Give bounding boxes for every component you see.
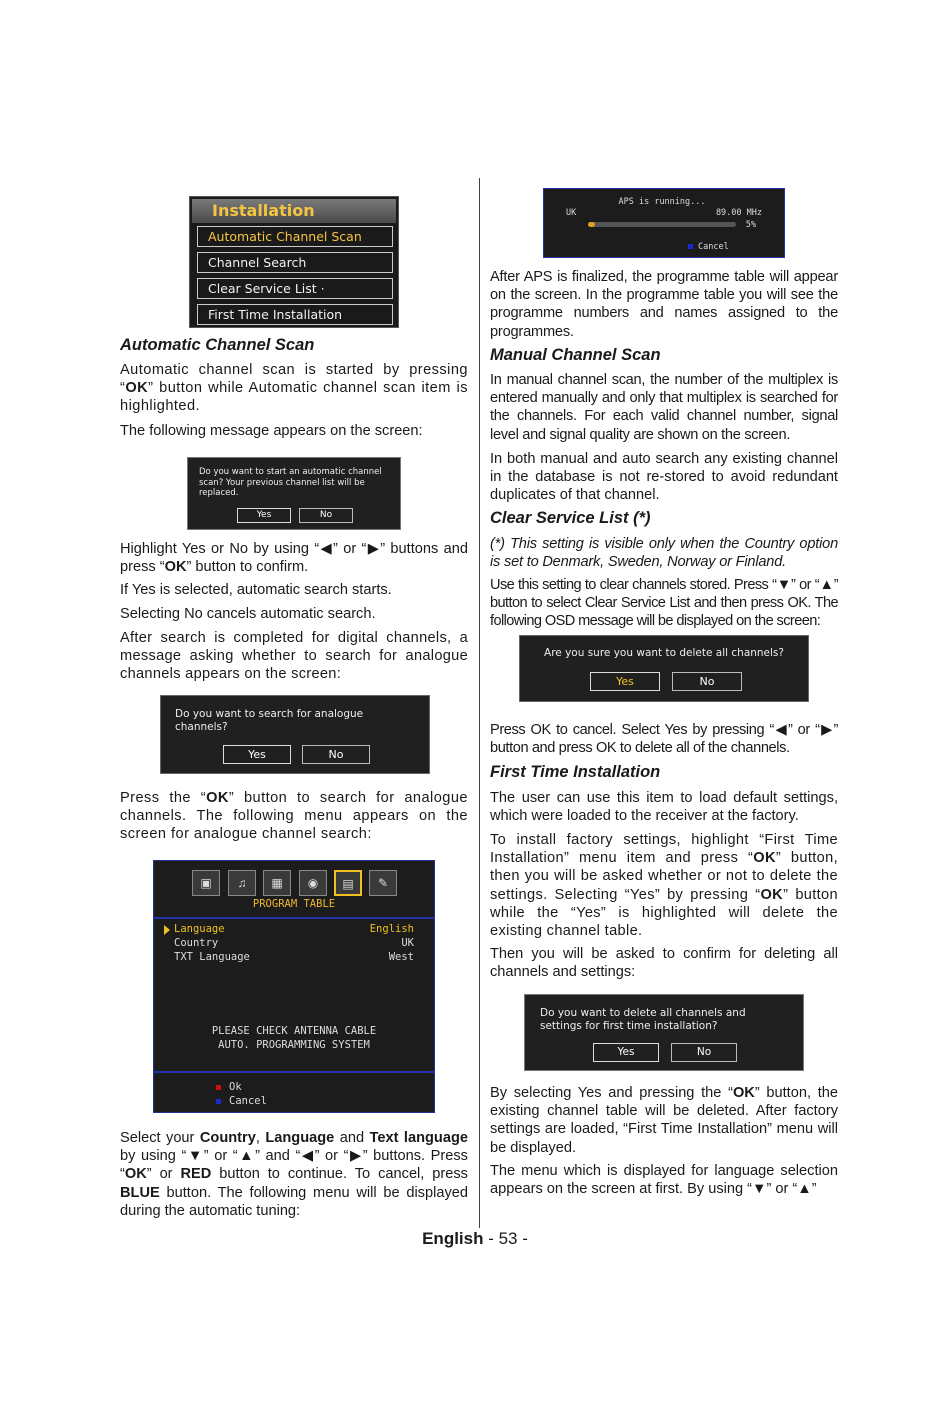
paragraph-fti-defaults: The user can use this item to load default settings, which were loaded to the receiver at the factory. xyxy=(490,790,838,825)
paragraph-press-ok-cancel: Press OK to cancel. Select Yes by pressing “◀” or “▶” button and press OK to delete all of the channels. xyxy=(490,722,839,757)
heading-automatic-channel-scan: Automatic Channel Scan xyxy=(120,336,315,354)
aps-running-screenshot xyxy=(543,188,785,258)
paragraph-after-search: After search is completed for digital channels, a message asking whether to search for analogue channels appears on the screen: xyxy=(120,630,468,683)
setting-label: TXT Language xyxy=(174,951,250,963)
legend-cancel[interactable]: Cancel xyxy=(216,1095,267,1107)
paragraph-press-ok-analogue: Press the “OK” button to search for analogue channels. The following menu appears on the screen for analogue channel search: xyxy=(120,790,468,843)
up-arrow-icon: ▲ xyxy=(819,577,834,593)
no-button[interactable]: No xyxy=(302,745,370,764)
paragraph-manual-scan: In manual channel scan, the number of the multiplex is entered manually and only that multiplex is searched for the channels. For each valid channel number, signal level and signal quality are shown on the screen. xyxy=(490,372,838,443)
program-table-icon[interactable]: ▤ xyxy=(334,870,362,896)
aps-frequency: 89.00 MHz xyxy=(715,208,762,218)
aps-title: APS is running... xyxy=(618,197,706,207)
installation-menu-title: Installation xyxy=(192,199,396,223)
paragraph-selecting-no: Selecting No cancels automatic search. xyxy=(120,606,376,622)
picture-icon[interactable]: ▣ xyxy=(192,870,220,896)
no-button[interactable]: No xyxy=(299,508,353,523)
setting-row-txt-language[interactable] xyxy=(174,951,414,965)
dialog-automatic-scan xyxy=(187,457,401,530)
paragraph-clear-usage: Use this setting to clear channels stored. Press “▼” or “▲” button to select Clear Service List and then press OK. The following OSD message will be displayed on the screen: xyxy=(490,577,838,630)
footer-page-number: - 53 - xyxy=(483,1229,528,1248)
program-table-screenshot xyxy=(153,860,435,1113)
left-arrow-icon: ◀ xyxy=(300,1148,315,1165)
aps-country: UK xyxy=(566,208,577,218)
no-button[interactable]: No xyxy=(671,1043,737,1062)
dialog-analogue-search xyxy=(160,695,430,774)
footer-language: English xyxy=(422,1229,484,1248)
yes-button[interactable]: Yes xyxy=(590,672,660,691)
paragraph-by-selecting-yes: By selecting Yes and pressing the “OK” button, the existing channel table will be deleted. After factory settings are loaded, “First Time Installation” menu will be displayed. xyxy=(490,1085,838,1156)
dialog-first-time-installation-text: Do you want to delete all channels and settings for first time installation? xyxy=(540,1007,746,1032)
installation-menu-screenshot xyxy=(189,196,399,328)
right-arrow-icon: ▶ xyxy=(819,722,834,738)
menu-item-first-time-installation[interactable]: First Time Installation xyxy=(197,304,393,325)
down-arrow-icon: ▼ xyxy=(186,1148,204,1165)
down-arrow-icon: ▼ xyxy=(776,577,792,593)
heading-clear-service-list: Clear Service List (*) xyxy=(490,509,651,527)
paragraph-select-country: Select your Country, Language and Text language by using “▼” or “▲” and “◀” or “▶” buttons. Press “OK” or RED button to continue. To cancel, press BLUE button. The following menu will be displayed during the automatic tuning: xyxy=(120,1130,468,1219)
paragraph-following-message: The following message appears on the screen: xyxy=(120,423,423,439)
dialog-delete-channels-text: Are you sure you want to delete all channels? xyxy=(544,647,784,659)
menu-item-channel-search[interactable]: Channel Search xyxy=(197,252,393,273)
dialog-analogue-search-text: Do you want to search for analogue channels? xyxy=(175,708,364,733)
aps-percent: 5% xyxy=(745,220,756,230)
paragraph-auto-scan-start: Automatic channel scan is started by pressing “OK” button while Automatic channel scan item is highlighted. xyxy=(120,362,468,415)
program-table-divider-top xyxy=(154,917,434,919)
setting-value: UK xyxy=(401,937,414,949)
program-table-title: PROGRAM TABLE xyxy=(252,898,336,910)
column-divider xyxy=(479,178,480,1228)
paragraph-if-yes: If Yes is selected, automatic search starts. xyxy=(120,582,392,598)
blue-key-icon xyxy=(688,244,693,249)
paragraph-fti-install: To install factory settings, highlight “First Time Installation” menu item and press “OK” button, then you will be asked whether or not to delete the settings. Selecting “Yes” by pressing “OK” button while the “Yes” is highlighted will delete the existing channel table. xyxy=(490,832,838,940)
heading-first-time-installation: First Time Installation xyxy=(490,763,661,781)
paragraph-both-searches: In both manual and auto search any existing channel in the database is not re-stored to avoid redundant duplicates of that channel. xyxy=(490,451,838,504)
aps-progress-bar xyxy=(588,222,736,227)
setting-label: Country xyxy=(174,937,219,949)
aps-progress-fill xyxy=(588,222,595,227)
heading-manual-channel-scan: Manual Channel Scan xyxy=(490,346,661,364)
no-button[interactable]: No xyxy=(672,672,742,691)
dialog-delete-channels xyxy=(519,635,809,702)
dialog-first-time-installation xyxy=(524,994,804,1071)
setting-row-country[interactable] xyxy=(174,937,414,951)
dialog-automatic-scan-text: Do you want to start an automatic channel scan? Your previous channel list will be replaced. xyxy=(199,467,382,498)
source-icon[interactable]: ◉ xyxy=(299,870,327,896)
up-arrow-icon: ▲ xyxy=(797,1181,812,1198)
left-arrow-icon: ◀ xyxy=(319,541,334,557)
blue-key-icon xyxy=(216,1099,221,1104)
yes-button[interactable]: Yes xyxy=(223,745,291,764)
paragraph-menu-language: The menu which is displayed for language selection appears on the screen at first. By using “▼” or “▲” xyxy=(490,1163,838,1198)
legend-ok[interactable]: Ok xyxy=(216,1081,242,1093)
paragraph-clear-note: (*) This setting is visible only when the Country option is set to Denmark, Sweden, Norway or Finland. xyxy=(490,536,838,571)
right-arrow-icon: ▶ xyxy=(348,1148,363,1165)
selection-arrow-icon xyxy=(164,925,170,935)
down-arrow-icon: ▼ xyxy=(752,1181,767,1198)
yes-button[interactable]: Yes xyxy=(237,508,291,523)
menu-item-automatic-channel-scan[interactable]: Automatic Channel Scan xyxy=(197,226,393,247)
sound-icon[interactable]: ♫ xyxy=(228,870,256,896)
setting-row-language[interactable] xyxy=(174,923,414,937)
right-arrow-icon: ▶ xyxy=(366,541,381,557)
left-arrow-icon: ◀ xyxy=(773,722,788,738)
paragraph-highlight-yes-no: Highlight Yes or No by using “◀” or “▶” buttons and press “OK” button to confirm. xyxy=(120,541,468,576)
setting-label: Language xyxy=(174,923,225,935)
up-arrow-icon: ▲ xyxy=(237,1148,256,1165)
yes-button[interactable]: Yes xyxy=(593,1043,659,1062)
antenna-notice: PLEASE CHECK ANTENNA CABLE AUTO. PROGRAMMING SYSTEM xyxy=(211,1025,377,1051)
page-footer xyxy=(0,1229,950,1249)
install-icon[interactable]: ✎ xyxy=(369,870,397,896)
menu-item-clear-service-list[interactable]: Clear Service List · xyxy=(197,278,393,299)
aps-cancel[interactable]: Cancel xyxy=(688,242,729,252)
paragraph-after-aps: After APS is finalized, the programme table will appear on the screen. In the programme table you will see the programme numbers and names assigned to the programmes. xyxy=(490,269,838,340)
program-table-divider-bottom xyxy=(154,1071,434,1073)
red-key-icon xyxy=(216,1085,221,1090)
menu-icon-bar xyxy=(154,861,434,917)
paragraph-fti-confirm: Then you will be asked to confirm for deleting all channels and settings: xyxy=(490,946,838,981)
feature-icon[interactable]: ▦ xyxy=(263,870,291,896)
setting-value: West xyxy=(388,951,414,963)
setting-value: English xyxy=(369,923,414,935)
